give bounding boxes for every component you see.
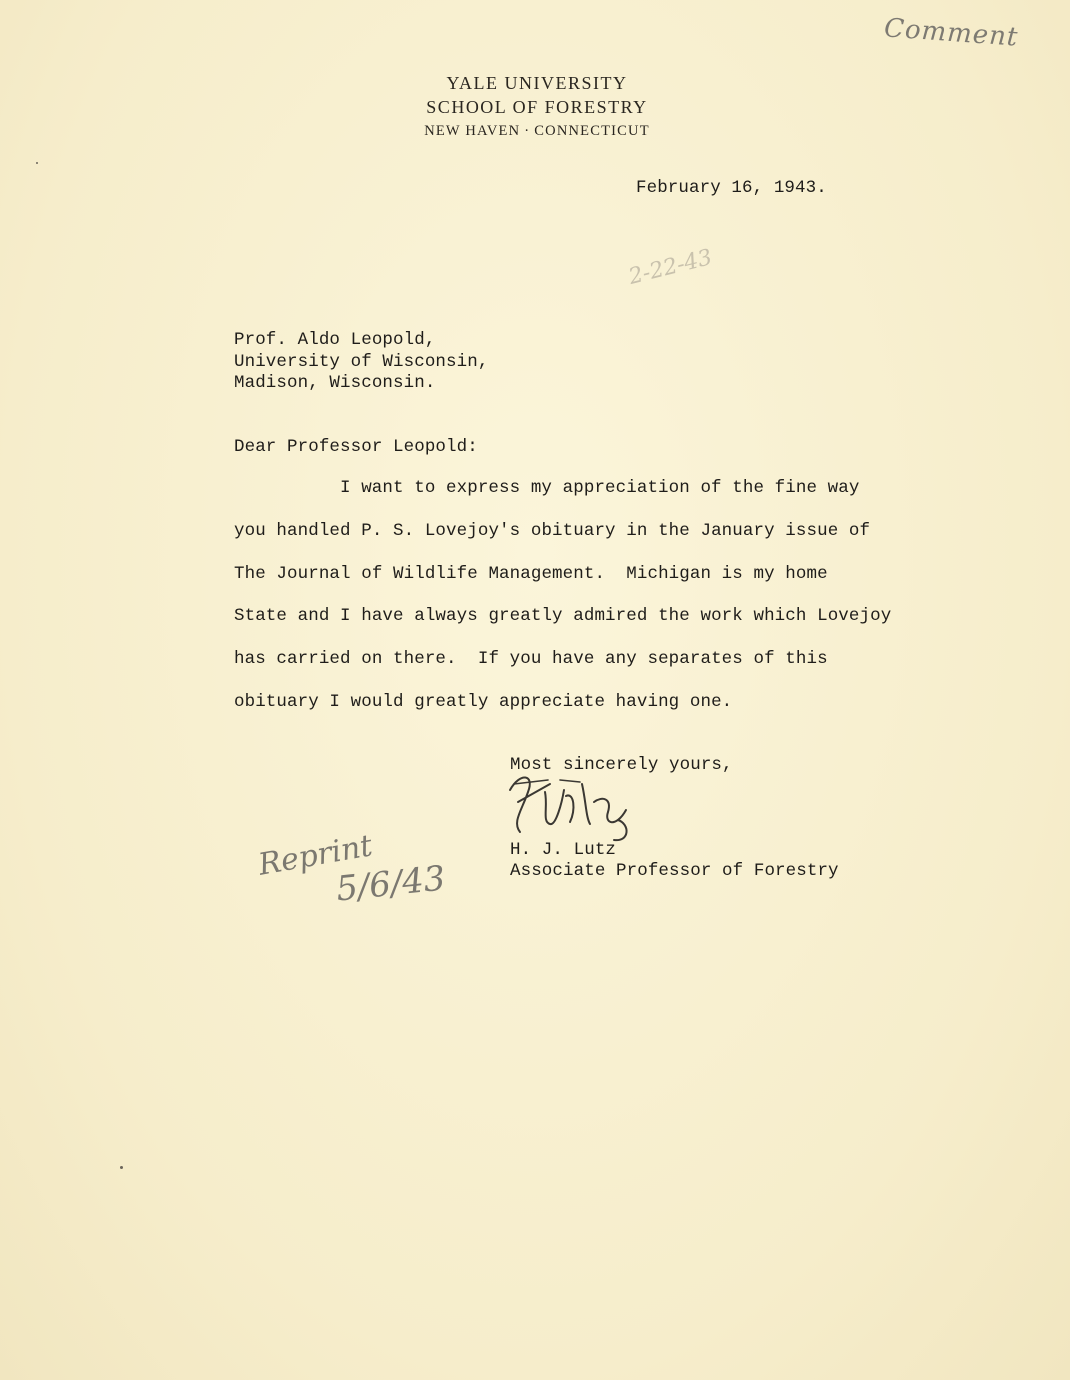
handwritten-signature [490, 762, 650, 852]
paper-speck [36, 162, 38, 164]
body-line: you handled P. S. Lovejoy's obituary in the January issue of [234, 521, 871, 541]
body-line: I want to express my appreciation of the fine way [340, 478, 860, 498]
handwritten-reprint-note: Reprint [255, 828, 376, 883]
letterhead-state: CONNECTICUT [534, 123, 650, 139]
signer-title: Associate Professor of Forestry [510, 861, 839, 881]
signer-name: H. J. Lutz [510, 840, 617, 860]
body-line: The Journal of Wildlife Management. Michigan is my home [234, 564, 828, 584]
salutation: Dear Professor Leopold: [234, 437, 478, 457]
closing: Most sincerely yours, [510, 755, 733, 775]
recipient-name: Prof. Aldo Leopold, [234, 330, 436, 350]
body-line: has carried on there. If you have any separates of this [234, 649, 828, 669]
handwritten-received-date: 2-22-43 [626, 245, 715, 290]
recipient-institution: University of Wisconsin, [234, 352, 489, 372]
recipient-location: Madison, Wisconsin. [234, 373, 436, 393]
letterhead-school: SCHOOL OF FORESTRY [426, 97, 648, 117]
handwritten-reprint-date: 5/6/43 [334, 858, 448, 910]
letter-date: February 16, 1943. [636, 178, 827, 198]
letterhead-address [0, 123, 1070, 140]
body-line: State and I have always greatly admired the work which Lovejoy [234, 606, 892, 626]
letterhead-separator: · [524, 123, 531, 139]
paper-speck [120, 1166, 123, 1169]
handwritten-comment-note: Comment [883, 13, 1020, 53]
body-line: obituary I would greatly appreciate having one. [234, 692, 733, 712]
letterhead-university: YALE UNIVERSITY [446, 73, 628, 93]
letterhead-city: NEW HAVEN [424, 123, 521, 139]
